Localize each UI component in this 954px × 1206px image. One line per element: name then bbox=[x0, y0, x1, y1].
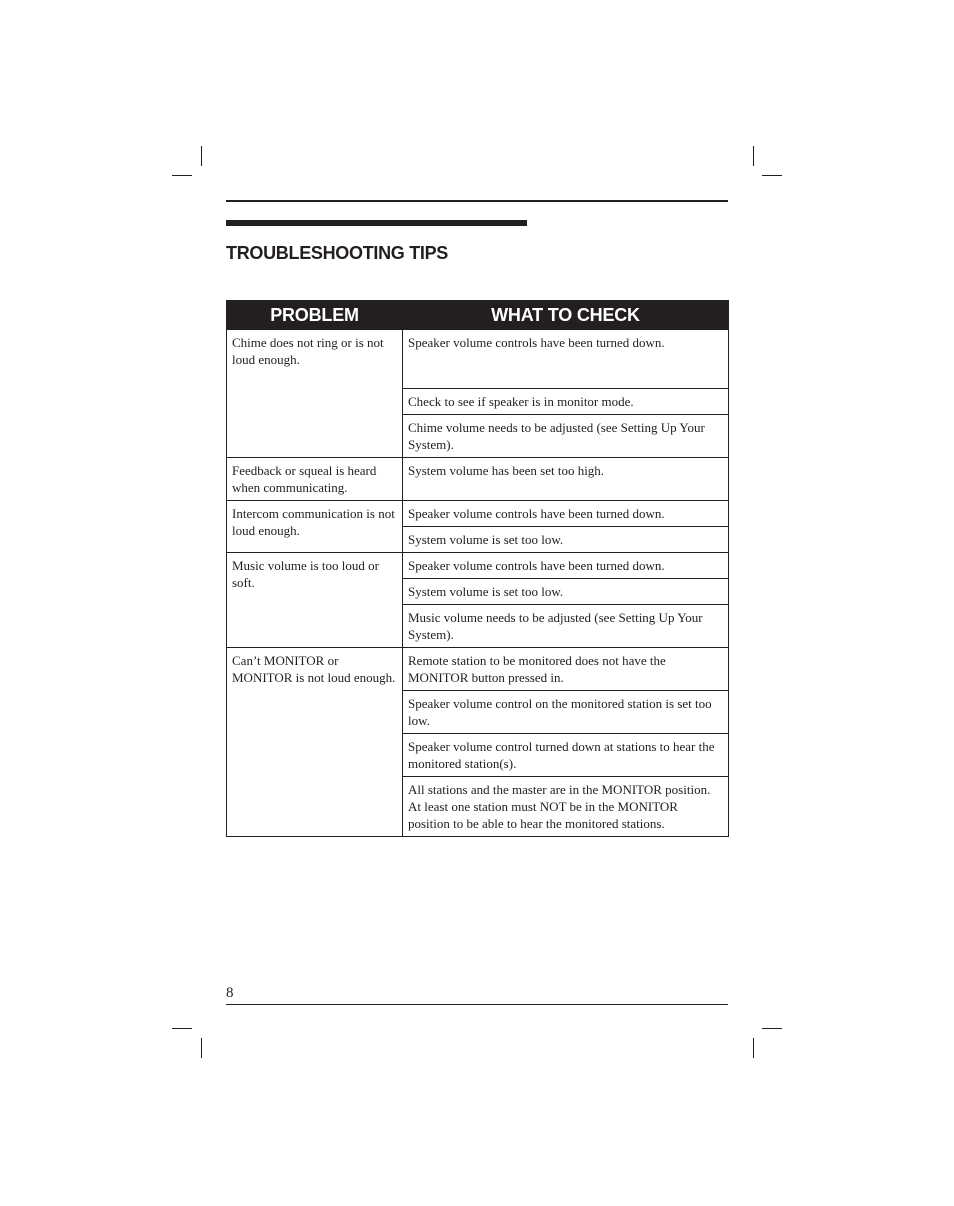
problem-cell: Intercom communication is not loud enough. bbox=[227, 501, 403, 553]
table-row bbox=[227, 648, 729, 691]
check-cell: Speaker volume controls have been turned down. bbox=[403, 553, 729, 579]
check-cell: Speaker volume control turned down at stations to hear the monitored station(s). bbox=[403, 734, 729, 777]
check-cell: Music volume needs to be adjusted (see Setting Up Your System). bbox=[403, 605, 729, 648]
table-row bbox=[227, 501, 729, 527]
check-cell: Speaker volume controls have been turned down. bbox=[403, 330, 729, 389]
crop-mark-top-right-horizontal bbox=[762, 175, 782, 176]
check-cell: System volume is set too low. bbox=[403, 579, 729, 605]
table-header-row bbox=[227, 301, 729, 330]
check-cell: Chime volume needs to be adjusted (see Setting Up Your System). bbox=[403, 415, 729, 458]
table-row bbox=[227, 330, 729, 389]
crop-mark-top-left-vertical bbox=[201, 146, 202, 166]
crop-mark-top-left-horizontal bbox=[172, 175, 192, 176]
troubleshooting-table bbox=[226, 300, 729, 837]
check-cell: All stations and the master are in the MONITOR position. At least one station must NOT be in the MONITOR position to be able to hear the monitored stations. bbox=[403, 777, 729, 837]
crop-mark-bottom-right-vertical bbox=[753, 1038, 754, 1058]
check-cell: Speaker volume controls have been turned down. bbox=[403, 501, 729, 527]
problem-cell: Feedback or squeal is heard when communicating. bbox=[227, 458, 403, 501]
check-cell: System volume is set too low. bbox=[403, 527, 729, 553]
check-cell: Speaker volume control on the monitored station is set too low. bbox=[403, 691, 729, 734]
crop-mark-bottom-left-horizontal bbox=[172, 1028, 192, 1029]
header-what-to-check: WHAT TO CHECK bbox=[403, 301, 729, 330]
check-cell: Remote station to be monitored does not have the MONITOR button pressed in. bbox=[403, 648, 729, 691]
bottom-rule bbox=[226, 1004, 728, 1005]
table-row bbox=[227, 458, 729, 501]
top-rule bbox=[226, 200, 728, 202]
page-number: 8 bbox=[226, 985, 234, 1001]
check-cell: System volume has been set too high. bbox=[403, 458, 729, 501]
problem-cell: Can’t MONITOR or MONITOR is not loud enough. bbox=[227, 648, 403, 837]
problem-cell: Chime does not ring or is not loud enough. bbox=[227, 330, 403, 458]
crop-mark-top-right-vertical bbox=[753, 146, 754, 166]
section-title: TROUBLESHOOTING TIPS bbox=[226, 243, 449, 263]
crop-mark-bottom-right-horizontal bbox=[762, 1028, 782, 1029]
section-bar bbox=[226, 220, 527, 226]
table-row bbox=[227, 553, 729, 579]
problem-cell: Music volume is too loud or soft. bbox=[227, 553, 403, 648]
crop-mark-bottom-left-vertical bbox=[201, 1038, 202, 1058]
check-cell: Check to see if speaker is in monitor mode. bbox=[403, 389, 729, 415]
header-problem: PROBLEM bbox=[227, 301, 403, 330]
